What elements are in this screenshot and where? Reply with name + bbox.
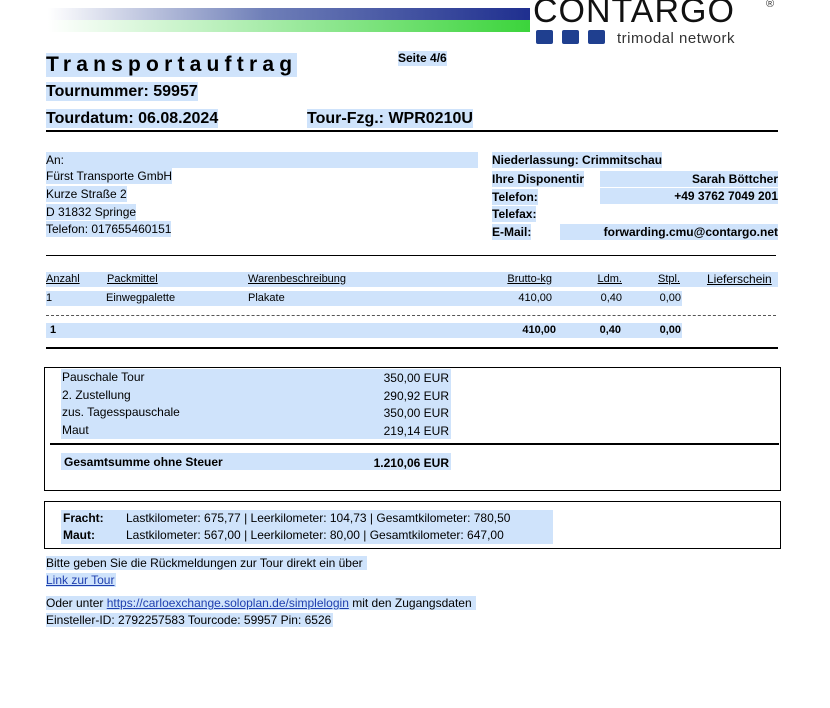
tour-date: Tourdatum: 06.08.2024 — [46, 110, 219, 127]
recipient-company: Fürst Transporte GmbH — [46, 169, 173, 183]
alt-prefix: Oder unter — [46, 596, 104, 610]
total-label: Gesamtsumme ohne Steuer — [64, 455, 223, 469]
row-gross: 410,00 — [518, 292, 552, 304]
phone-label: Telefon: — [492, 190, 538, 204]
tour-link[interactable]: Link zur Tour — [46, 573, 115, 587]
feedback-text: Bitte geben Sie die Rückmeldungen zur Tour direkt ein über — [46, 556, 367, 570]
charge-amount: 350,00 EUR — [383, 371, 449, 385]
alt-access-line — [46, 596, 476, 610]
alt-suffix: mit den Zugangsdaten — [352, 596, 472, 610]
logo-square-icon — [588, 30, 605, 44]
recipient-street: Kurze Straße 2 — [46, 187, 127, 201]
divider — [46, 255, 776, 256]
freight-label: Fracht: — [63, 511, 104, 525]
fax-label: Telefax: — [492, 207, 537, 221]
page-number: Seite 4/6 — [398, 51, 447, 65]
branch-office: Niederlassung: Crimmitschau — [492, 153, 663, 167]
login-url-link[interactable]: https://carloexchange.soloplan.de/simplelogin — [106, 596, 349, 610]
charge-amount: 290,92 EUR — [383, 389, 449, 403]
col-description-header: Warenbeschreibung — [248, 273, 347, 285]
logo-square-icon — [562, 30, 579, 44]
row-stpl: 0,00 — [659, 292, 681, 304]
total-qty: 1 — [50, 324, 57, 336]
dispatcher-name: Sarah Böttcher — [600, 171, 778, 187]
tour-number: Tournummer: 59957 — [46, 83, 198, 100]
brand-logo: CONTARGO — [533, 0, 735, 30]
brand-tagline: trimodal network — [617, 30, 736, 47]
charge-label: 2. Zustellung — [62, 388, 131, 402]
email-label: E-Mail: — [492, 225, 532, 239]
header-gradient-bar — [48, 8, 530, 32]
toll-value: Lastkilometer: 567,00 | Leerkilometer: 80,00 | Gesamtkilometer: 647,00 — [126, 528, 504, 542]
col-delivery-note-header: Lieferschein — [707, 272, 772, 286]
row-qty: 1 — [46, 292, 53, 304]
col-stpl-header: Stpl. — [657, 273, 680, 285]
tour-vehicle: Tour-Fzg.: WPR0210U — [307, 110, 473, 127]
registered-mark: ® — [766, 0, 775, 10]
recipient-phone: Telefon: 017655460151 — [46, 222, 172, 236]
divider — [46, 347, 778, 349]
phone-value: +49 3762 7049 201 — [600, 188, 778, 204]
charge-label: Maut — [62, 423, 89, 437]
divider — [50, 443, 779, 445]
charge-label: zus. Tagesspauschale — [62, 405, 180, 419]
charge-amount: 219,14 EUR — [383, 424, 449, 438]
recipient-label: An: — [46, 152, 478, 168]
col-qty-header: Anzahl — [46, 273, 80, 285]
recipient-city: D 31832 Springe — [46, 205, 137, 219]
dispatcher-label: Ihre Disponentir — [492, 172, 585, 186]
charge-label: Pauschale Tour — [62, 370, 145, 384]
gradient-bar-graphic — [48, 8, 530, 32]
row-ldm: 0,40 — [600, 292, 622, 304]
col-packaging-header: Packmittel — [107, 273, 158, 285]
col-ldm-header: Ldm. — [597, 273, 622, 285]
email-value: forwarding.cmu@contargo.net — [560, 224, 778, 240]
credentials: Einsteller-ID: 2792257583 Tourcode: 59957 Pin: 6526 — [46, 613, 332, 627]
total-amount: 1.210,06 EUR — [373, 456, 449, 470]
row-description: Plakate — [248, 292, 285, 304]
col-gross-header: Brutto-kg — [507, 273, 552, 285]
total-ldm: 0,40 — [599, 324, 621, 336]
page-title: Transportauftrag — [46, 53, 298, 76]
dashed-divider — [46, 315, 776, 316]
total-gross: 410,00 — [522, 324, 556, 336]
total-stpl: 0,00 — [659, 324, 681, 336]
toll-label: Maut: — [63, 528, 95, 542]
logo-square-icon — [536, 30, 553, 44]
row-packaging: Einwegpalette — [106, 292, 176, 304]
charge-amount: 350,00 EUR — [383, 406, 449, 420]
freight-value: Lastkilometer: 675,77 | Leerkilometer: 104,73 | Gesamtkilometer: 780,50 — [126, 511, 511, 525]
divider — [46, 130, 778, 132]
